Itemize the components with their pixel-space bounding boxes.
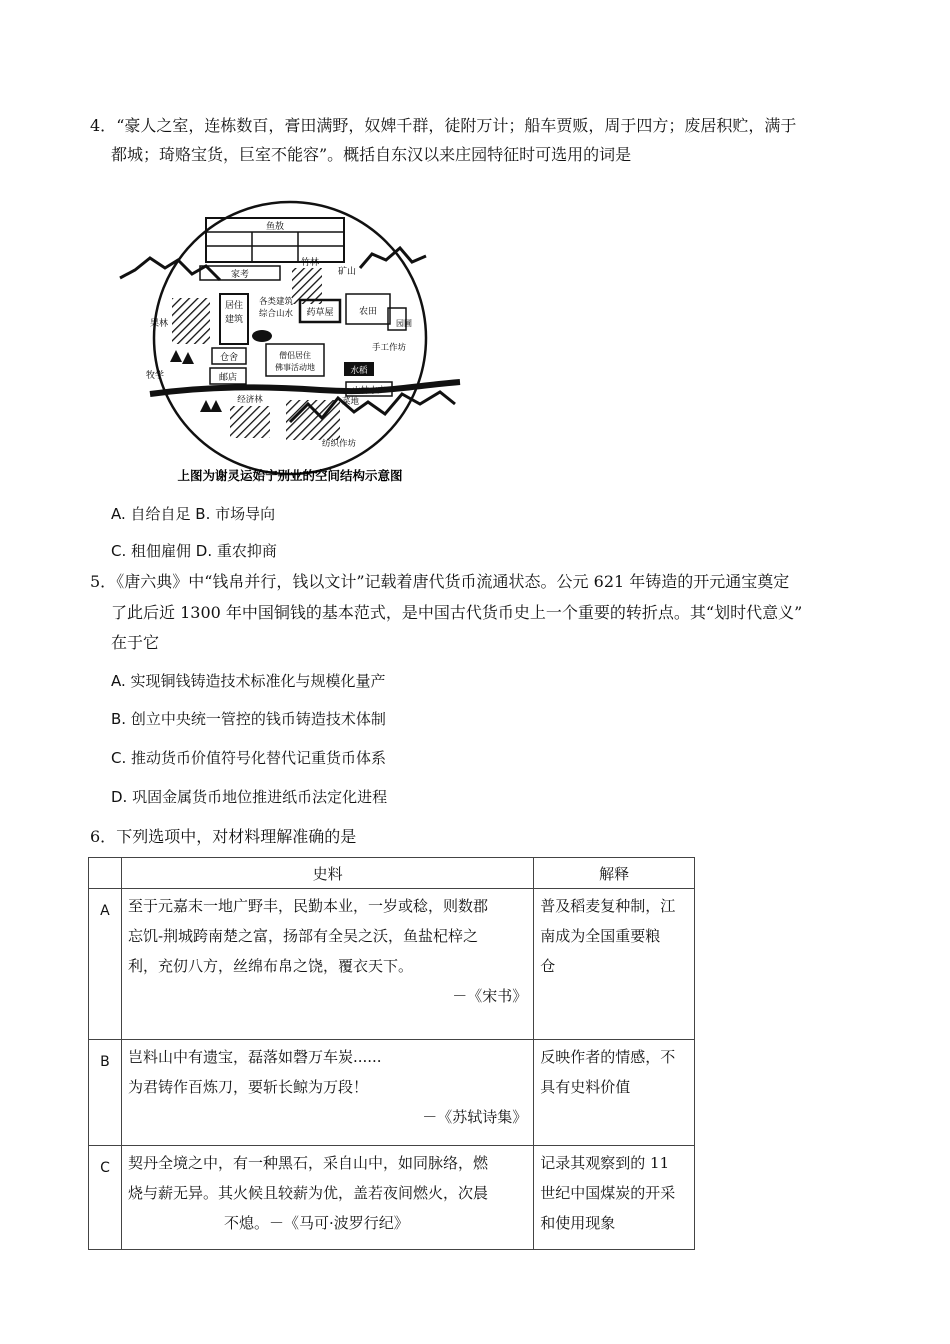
label-muxue: 牧学	[146, 371, 165, 381]
explanation-cell	[534, 889, 695, 1040]
row-label: A	[89, 889, 122, 1040]
question-5-stem-line-3: 在于它	[111, 633, 160, 652]
table-header-row	[89, 858, 695, 889]
question-6-number: 6．	[90, 827, 117, 846]
explanation-line: 记录其观察到的 11	[540, 1154, 670, 1172]
table-row	[89, 1040, 695, 1146]
label-juzhu-part2: 建筑	[224, 315, 244, 325]
source-line: 为君铸作百炼刀，要斩长鲸为万段！	[127, 1078, 368, 1096]
source-cell	[121, 889, 533, 1040]
figure-caption: 上图为谢灵运始宁别业的空间结构示意图	[177, 468, 403, 483]
table-header-source: 史料	[121, 858, 533, 889]
table-header-blank	[89, 858, 122, 889]
source-citation: －《宋书》	[452, 987, 528, 1005]
source-line: 忘饥-荆城跨南楚之富，扬部有全吴之沃，鱼盐杞梓之	[127, 927, 479, 945]
source-cell	[121, 1146, 533, 1250]
label-guolin: 果林	[150, 319, 169, 329]
label-jingji: 经济林	[237, 395, 263, 405]
source-line: 利，充仞八方，丝绵布帛之饶，覆衣天下。	[127, 957, 413, 975]
source-line: 至于元嘉末一地广野丰，民勤本业，一岁或稔，则数郡	[127, 897, 488, 915]
label-fangzhi: 纺织作坊	[322, 439, 357, 449]
label-shougong: 手工作坊	[372, 343, 407, 353]
bamboo-grove-area	[292, 268, 322, 304]
label-caidi: 菜地	[342, 397, 360, 407]
label-shuidao: 水稻	[350, 366, 368, 376]
question-4-options-row-1: A. 自给自足 B. 市场导向	[111, 505, 276, 523]
sources-table	[88, 857, 695, 1250]
table-row	[89, 1146, 695, 1250]
label-yuanfu: 园圃	[396, 319, 412, 328]
question-5-option-d: D. 巩固金属货币地位推进纸币法定化进程	[111, 788, 388, 806]
orchard-area	[172, 298, 210, 344]
question-4-stem-line-1: 4．“豪人之室，连栋数百，膏田满野，奴婢千群，徒附万计；船车贾贩，周于四方；废居积贮，满于	[90, 116, 797, 135]
row-label: B	[89, 1040, 122, 1146]
label-shanlin: 山林水产	[351, 386, 387, 396]
label-yaochu: 邮店	[218, 373, 238, 383]
question-6-stem: 6．下列选项中，对材料理解准确的是	[90, 827, 357, 846]
question-5-option-a: A. 实现铜钱铸造技术标准化与规模化量产	[111, 672, 386, 690]
explanation-line: 具有史料价值	[540, 1078, 631, 1096]
source-line: 岂料山中有遗宝，磊落如磬万车炭......	[127, 1048, 382, 1066]
question-4-stem-line-2: 都城；琦赂宝货，巨室不能容”。概括自东汉以来庄园特征时可选用的词是	[111, 145, 632, 164]
label-yujian: 鱼敖	[265, 222, 285, 232]
question-5-option-c: C. 推动货币价值符号化替代记重货币体系	[111, 749, 387, 767]
label-sengren-part1: 僧侣居住	[279, 351, 311, 360]
label-jiakao: 家考	[230, 270, 250, 280]
villa-layout-figure	[110, 190, 465, 490]
question-5-number: 5．	[90, 572, 117, 591]
source-line: 契丹全境之中，有一种黑石，采自山中，如同脉络，燃	[127, 1154, 488, 1172]
label-cangshe: 仓舍	[219, 353, 239, 363]
villa-layout-diagram	[110, 190, 465, 490]
explanation-cell	[534, 1146, 695, 1250]
label-nongtian: 农田	[358, 307, 378, 317]
table-row	[89, 889, 695, 1040]
explanation-line: 和使用现象	[540, 1214, 616, 1232]
tree-icon	[182, 352, 194, 364]
explanation-cell	[534, 1040, 695, 1146]
label-yaocao: 药草屋	[306, 308, 334, 318]
source-citation: －《苏轼诗集》	[422, 1108, 528, 1126]
label-sengren-part2: 佛事活动地	[275, 363, 315, 372]
explanation-line: 世纪中国煤炭的开采	[540, 1184, 676, 1202]
explanation-line: 普及稻麦复种制，江	[540, 897, 676, 915]
question-4-options-row-2: C. 租佃雇佣 D. 重农抑商	[111, 542, 277, 560]
label-gelei-part1: 各类建筑	[258, 297, 294, 307]
vegetable-field-area	[286, 400, 340, 440]
source-line: 烧与薪无异。其火候且较薪为优，盖若夜间燃火，次晨	[127, 1184, 488, 1202]
label-zhulin: 竹林	[300, 258, 320, 268]
source-citation: 不熄。－《马可·波罗行纪》	[223, 1214, 409, 1232]
explanation-line: 南成为全国重要粮	[540, 927, 661, 945]
tree-icon	[200, 400, 212, 412]
row-label: C	[89, 1146, 122, 1250]
question-4-number: 4．	[90, 116, 117, 135]
explanation-line: 反映作者的情感，不	[540, 1048, 676, 1066]
label-kuangshan: 矿山	[338, 267, 357, 277]
economic-forest-area	[230, 406, 270, 438]
explanation-line: 仓	[540, 957, 556, 975]
source-cell	[121, 1040, 533, 1146]
label-juzhu-part1: 居住	[224, 301, 244, 311]
question-5-option-b: B. 创立中央统一管控的钱币铸造技术体制	[111, 710, 386, 728]
table-header-explanation: 解释	[534, 858, 695, 889]
tree-icon	[170, 350, 182, 362]
question-5-stem-line-2: 了此后近 1300 年中国铜钱的基本范式，是中国古代货币史上一个重要的转折点。其“划时代意义”	[111, 603, 803, 622]
label-gelei-part2: 综合山水	[258, 309, 294, 319]
question-5-stem-line-1: 5．《唐六典》中“钱帛并行，钱以文计”记载着唐代货币流通状态。公元 621 年铸造的开元通宝奠定	[90, 572, 790, 591]
pond	[252, 330, 272, 342]
tree-icon	[210, 400, 222, 412]
